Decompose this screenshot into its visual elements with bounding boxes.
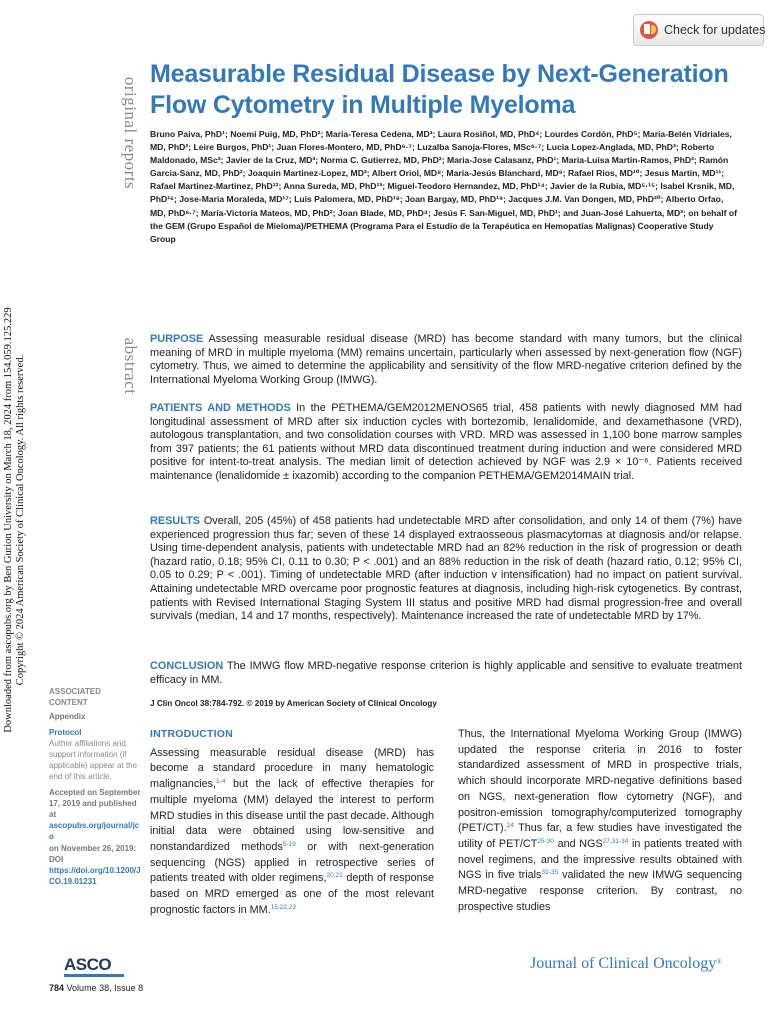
reference-citation[interactable]: 27,31-34 [602, 837, 629, 845]
intro-column-2 [458, 727, 742, 915]
author-list: Bruno Paiva, PhD¹; Noemi Puig, MD, PhD²; Maria-Teresa Cedena, MD³; Laura Rosiñol, MD, PhD⁴; Lourdes Cordón, PhD⁵; María-Belén Vidriales, MD, PhD²; Leire Burgos, PhD¹; Juan Flores-Montero, MD, PhD⁶·⁷; Luzalba Sanoja-Flores, MSc⁶·⁷; Lucia Lopez-Anglada, MD, PhD³; Roberto Maldonado, MSc³; Javier de la Cruz, MD³; Norma C. Gutierrez, MD, PhD²; Maria-Jose Calasanz, PhD¹; Maria-Luisa Martin-Ramos, PhD³; Ramón Garcia-Sanz, MD, PhD²; Joaquin Martinez-Lopez, MD³; Albert Oriol, MD⁸; María-Jesús Blanchard, MD⁹; Rafael Rios, MD¹⁰; Jesus Martin, MD¹¹; Rafael Martinez-Martinez, PhD¹²; Anna Sureda, MD, PhD¹³; Miguel-Teodoro Hernandez, MD, PhD¹⁴; Javier de la Rubia, MD⁵·¹⁵; Isabel Krsnik, MD, PhD¹⁶; Jose-Maria Moraleda, MD¹⁷; Luis Palomera, MD, PhD¹⁸; Joan Bargay, MD, PhD¹⁹; Jacques J.M. Van Dongen, MD, PhD²⁰; Alberto Orfao, MD, PhD⁶·⁷; María-Victoria Mateos, MD, PhD²; Joan Blade, MD, PhD⁴; Jesús F. San-Miguel, MD, PhD¹; and Juan-José Lahuerta, MD³; on behalf of the GEM (Grupo Español de Mieloma)/PETHEMA (Programa Para el Estudio de la Terapéutica en Hemopatías Malignas) Cooperative Study Group [150, 129, 737, 244]
reference-citation[interactable]: 1-4 [216, 778, 226, 786]
section-label: original reports [121, 76, 140, 190]
reference-citation[interactable]: 5-19 [282, 840, 296, 848]
journal-name [530, 955, 722, 973]
page-number: 784 [49, 983, 65, 993]
registered-mark: ® [716, 958, 722, 966]
accepted-note: Accepted on September 17, 2019 and published at [49, 787, 141, 820]
download-note-line1: Downloaded from ascopubs.org by Ben Gurion University on March 18, 2024 from 154.059.125.229 [3, 307, 14, 733]
download-note-line2: Copyright © 2024 American Society of Clinical Oncology. All rights reserved. [15, 354, 26, 686]
purpose-text: Assessing measurable residual disease (MRD) has become standard with many tumors, but the clinical meaning of MRD in multiple myeloma (MM) remains uncertain, particularly when assessed by next-generation flow (NGF) cytometry. Thus, we aimed to determine the applicability and sensitivity of the flow MRD-negative criterion defined by the International Myeloma Working Group (IMWG). [150, 333, 742, 386]
intro-text-run: validated the new IMWG sequencing MRD-negative response criterion. By contrast, no prospective studies [458, 869, 742, 913]
citation: J Clin Oncol 38:784-792. © 2019 by American Society of Clinical Oncology [150, 699, 437, 708]
reference-citation[interactable]: 20,21 [326, 872, 343, 880]
journal-name-text: Journal of Clinical Oncology [530, 955, 717, 972]
download-note [0, 0, 30, 1024]
publication-date: on November 26, 2019: DOI [49, 843, 137, 864]
conclusion-text: The IMWG flow MRD-negative response criterion is highly applicable and sensitive to evaluate treatment efficacy in MM. [150, 660, 742, 686]
article-sidebar [49, 686, 141, 887]
intro-column-1 [150, 727, 434, 918]
intro-paragraph-2 [458, 727, 742, 915]
affiliation-note: Author affiliations and support information (if applicable) appear at the end of this article. [49, 738, 138, 782]
methods-label: PATIENTS AND METHODS [150, 402, 291, 414]
sidebar-heading-2: CONTENT [49, 698, 88, 708]
intro-text-run: but the lack of effective therapies for multiple myeloma (MM) delayed the interest to perform MRD studies in this disease until the past decade. Although initial data were obtained using low-sensitive and nonstandardized methods [150, 778, 434, 853]
intro-text-run: depth of response based on MRD emerged as one of the most relevant prognostic factors in MM. [150, 872, 434, 916]
doi-link[interactable]: https://doi.org/10.1200/JCO.19.01231 [49, 866, 141, 887]
article-title: Measurable Residual Disease by Next-Generation Flow Cytometry in Multiple Myeloma [150, 60, 729, 119]
check-for-updates-icon [640, 21, 658, 39]
intro-text-run: Assessing measurable residual disease (MRD) has become a standard procedure in many hematologic malignancies, [150, 746, 434, 791]
appendix-label: Appendix [49, 712, 86, 722]
abstract-side-label: abstract [121, 337, 140, 395]
protocol-link[interactable]: Protocol [49, 727, 82, 737]
results-label: RESULTS [150, 515, 201, 527]
page-footer [49, 983, 143, 993]
reference-citation[interactable]: 24 [506, 822, 514, 830]
intro-text-run: in patients treated with novel regimens, and the impressive results obtained with NGS in five trials [458, 837, 742, 882]
purpose-label: PURPOSE [150, 333, 204, 345]
methods-text: In the PETHEMA/GEM2012MENOS65 trial, 458 patients with newly diagnosed MM had longitudinal assessment of MRD after six induction cycles with bortezomib, lenalidomide, and dexamethasone (VRD), autologous transplantation, and two consolidation courses with VRD. MRD was assessed in 1,100 bone marrow samples from 397 patients; the 61 patients without MRD data discontinued treatment during induction and were considered MRD positive for intent-to-treat analysis. The median limit of detection achieved by NGF was 2.9 × 10⁻⁶. Patients received maintenance (lenalidomide ± ixazomib) according to the companion PETHEMA/GEM2014MAIN trial. [150, 402, 742, 482]
intro-text-run: or with next-generation sequencing (NGS) applied in retrospective series of patients treated with older regimens, [150, 840, 434, 885]
asco-logo-bar [64, 974, 124, 977]
reference-citation[interactable]: 25-30 [537, 837, 554, 845]
intro-text-run: and NGS [553, 837, 603, 850]
results-text: Overall, 205 (45%) of 458 patients had undetectable MRD after consolidation, and only 14 of them (7%) have experienced progression thus far; seven of these 14 displayed extraosseous plasmacytomas at diagnosis and/or relapse. Using time-dependent analysis, patients with undetectable MRD had an 82% reduction in the risk of progression or death (hazard ratio, 0.18; 95% CI, 0.11 to 0.30; P < .001) and an 88% reduction in the risk of death (hazard ratio, 0.12; 95% CI, 0.05 to 0.29; P < .001). Timing of undetectable MRD (after induction v intensification) had no impact on patient survival. Attaining undetectable MRD overcame poor prognostic features at diagnosis, including high-risk cytogenetics. By contrast, patients with Revised International Staging System III status and positive MRD had dismal progression-free and overall survivals (median, 14 and 17 months, respectively). Maintenance increased the rate of undetectable MRD by 17%. [150, 515, 742, 623]
intro-text-run: Thus, the International Myeloma Working Group (IMWG) updated the response criteria in 2016 to foster standardized assessment of MRD in prospective trials, which should incorporate MRD-negative definitions based on NGS, next-generation flow cytometry (NGF), and positron-emission tomography/computerized tomography (PET/CT). [458, 728, 742, 835]
intro-heading: INTRODUCTION [150, 728, 233, 740]
check-for-updates-button[interactable] [633, 14, 764, 46]
intro-text-run: Thus far, a few studies have investigated the utility of PET/CT [458, 822, 742, 850]
check-for-updates-label: Check for updates [664, 23, 766, 37]
reference-citation[interactable]: 15,22,23 [270, 903, 296, 911]
reference-citation[interactable]: 31-35 [541, 869, 559, 877]
abstract-methods [150, 402, 742, 484]
intro-paragraph-1 [150, 746, 434, 919]
abstract-purpose [150, 333, 742, 387]
abstract-results [150, 515, 742, 624]
asco-logo: ASCO [64, 955, 112, 974]
conclusion-label: CONCLUSION [150, 660, 224, 672]
sidebar-heading-1: ASSOCIATED [49, 687, 101, 696]
journal-link[interactable]: ascopubs.org/journal/jco [49, 821, 140, 842]
volume-issue: Volume 38, Issue 8 [66, 983, 144, 993]
abstract-conclusion [150, 660, 742, 687]
